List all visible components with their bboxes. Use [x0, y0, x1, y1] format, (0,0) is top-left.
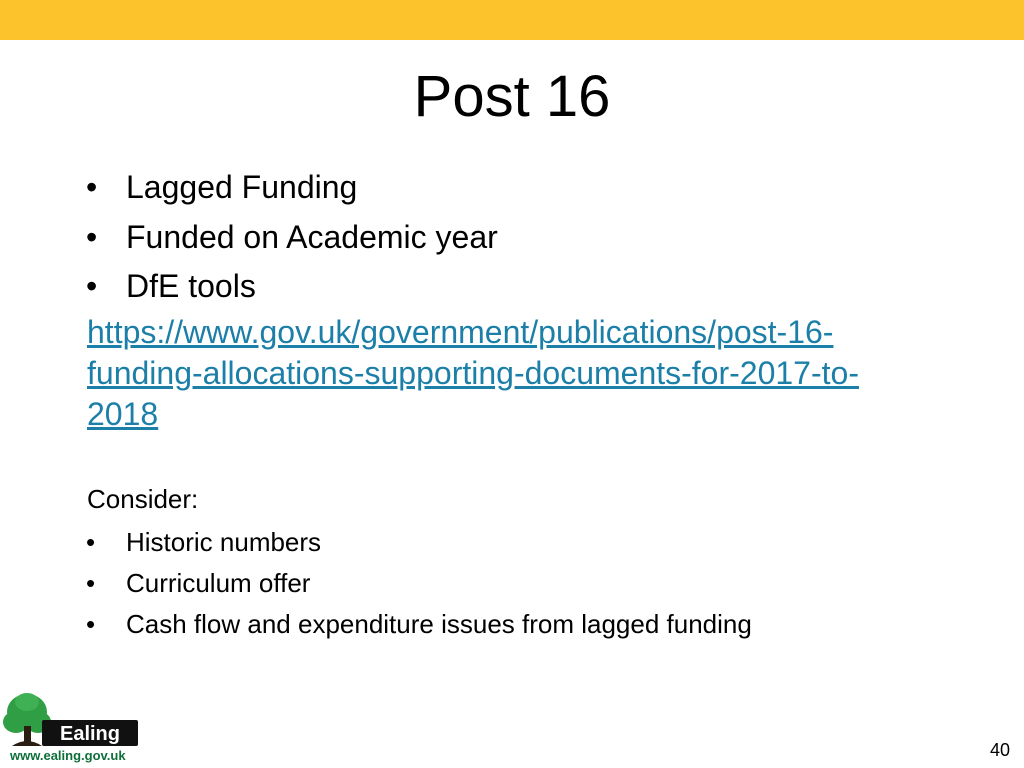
bullet-dot: •	[86, 268, 98, 304]
slide-title: Post 16	[413, 64, 611, 129]
bullet-text: Historic numbers	[126, 527, 322, 557]
consider-heading: Consider:	[87, 484, 199, 514]
consider-bullet-list	[86, 522, 752, 645]
bullet-text: DfE tools	[126, 268, 256, 304]
link-line[interactable]: funding-allocations-supporting-documents-for-2017-to-	[87, 355, 859, 391]
logo-url: www.ealing.gov.uk	[10, 748, 126, 763]
bullet-text: Funded on Academic year	[126, 218, 498, 255]
link-line[interactable]: https://www.gov.uk/government/publications/post-16-	[87, 314, 834, 350]
bullet-item	[86, 563, 752, 604]
bullet-dot: •	[86, 218, 98, 255]
bullet-dot: •	[86, 609, 96, 639]
bullet-item	[86, 522, 752, 563]
bullet-item	[86, 213, 498, 263]
dfe-tools-link[interactable]	[87, 312, 947, 435]
bullet-dot: •	[86, 169, 98, 205]
bullet-item	[86, 604, 752, 645]
link-line[interactable]: 2018	[87, 396, 159, 432]
bullet-dot: •	[86, 527, 96, 557]
bullet-dot: •	[86, 568, 96, 598]
top-accent-band	[0, 0, 1024, 40]
bullet-text: Curriculum offer	[126, 568, 311, 598]
bullet-item	[86, 262, 498, 312]
bullet-item	[86, 163, 498, 213]
slide-number: 40	[989, 740, 1010, 760]
main-bullet-list	[86, 163, 498, 312]
bullet-text: Lagged Funding	[126, 169, 358, 205]
bullet-text: Cash flow and expenditure issues from lagged funding	[126, 609, 752, 639]
logo-wordmark: Ealing	[59, 723, 121, 745]
